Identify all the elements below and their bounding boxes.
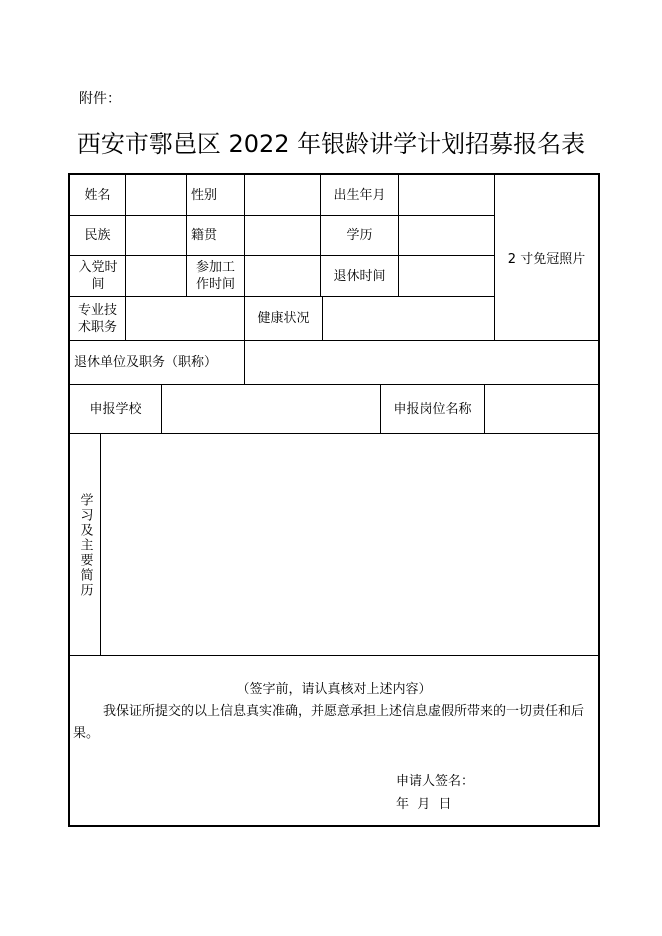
gender-label: 性别 xyxy=(191,187,218,203)
retire-time-label: 退休时间 xyxy=(333,268,386,284)
signature-date[interactable]: 年 月 日 xyxy=(396,797,452,812)
professional-title-label: 专业技术职务 xyxy=(77,302,117,335)
retire-time-field[interactable] xyxy=(399,256,494,296)
birth-field[interactable] xyxy=(399,175,494,215)
professional-title-field[interactable] xyxy=(126,297,244,340)
gender-field[interactable] xyxy=(245,175,320,215)
pledge-note: （签字前，请认真核对上述内容） xyxy=(236,682,432,697)
attachment-label: 附件： xyxy=(79,91,121,107)
resume-label xyxy=(70,434,100,656)
apply-school-field[interactable] xyxy=(162,385,380,433)
native-place-field[interactable] xyxy=(245,216,320,255)
work-start-label: 参加工作时间 xyxy=(195,260,235,292)
row-divider xyxy=(70,655,598,656)
native-place-label: 籍贯 xyxy=(191,228,218,243)
retire-unit-field[interactable] xyxy=(245,341,598,384)
education-field[interactable] xyxy=(399,216,494,255)
page-title: 西安市鄠邑区 2022 年银龄讲学计划招募报名表 xyxy=(76,130,586,158)
name-label: 姓名 xyxy=(84,187,111,203)
party-join-field[interactable] xyxy=(126,256,186,296)
education-label: 学历 xyxy=(346,228,373,243)
resume-label-text: 学习及主要简历 xyxy=(77,492,93,598)
registration-form-table xyxy=(68,173,600,827)
retire-unit-label: 退休单位及职务（职称） xyxy=(74,355,218,370)
ethnicity-label: 民族 xyxy=(84,228,111,243)
resume-field[interactable] xyxy=(101,434,598,655)
pledge-text: 我保证所提交的以上信息真实准确，并愿意承担上述信息虚假所带来的一切责任和后果。 xyxy=(73,704,585,741)
party-join-label: 入党时间 xyxy=(78,260,118,292)
work-start-field[interactable] xyxy=(245,256,320,296)
signature-label[interactable]: 申请人签名： xyxy=(396,774,475,789)
ethnicity-field[interactable] xyxy=(126,216,186,255)
apply-position-field[interactable] xyxy=(485,385,598,433)
health-label: 健康状况 xyxy=(257,311,310,326)
health-field[interactable] xyxy=(323,297,494,340)
name-field[interactable] xyxy=(126,175,186,215)
birth-label: 出生年月 xyxy=(333,187,386,203)
apply-position-label: 申报岗位名称 xyxy=(393,401,472,417)
apply-school-label: 申报学校 xyxy=(89,401,142,417)
pledge-section xyxy=(70,679,598,745)
photo-placeholder[interactable]: 2 寸免冠照片 xyxy=(507,252,586,267)
